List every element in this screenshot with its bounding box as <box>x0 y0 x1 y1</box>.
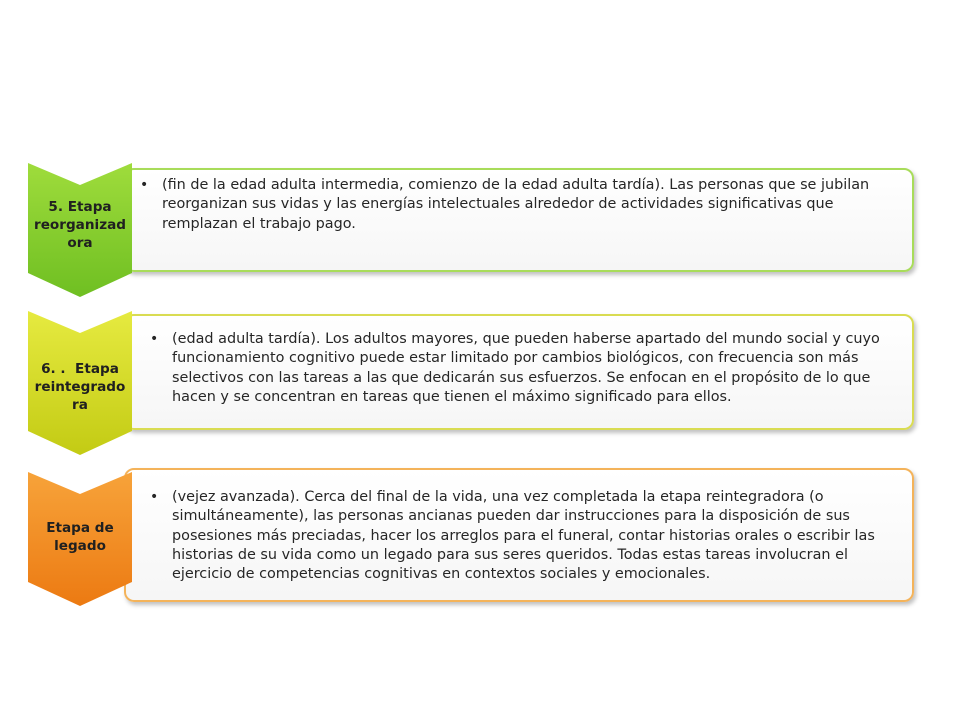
stage-6-description: • (edad adulta tardía). Los adultos mayores, que pueden haberse apartado del mundo social y cuyo funcionamiento cognitivo puede estar limitado por cambios biológicos, con frecuencia son más selectivos con las tareas a las que dedicarán sus esfuerzos. Se enfocan en el propósito de lo que hacen y se concentran en tareas que tienen el máximo significado para ellos. <box>172 330 900 407</box>
legacy-stage-description-box <box>124 468 914 602</box>
stage-5-description-box <box>124 168 914 272</box>
legacy-stage-description: • (vejez avanzada). Cerca del final de la vida, una vez completada la etapa reintegradora (o simultáneamente), las personas ancianas pueden dar instrucciones para la disposición de sus posesiones más preciadas, hacer los arreglos para el funeral, contar historias orales o escribir las historias de su vida como un legado para sus seres queridos. Todas estas tareas involucran el ejercicio de competencias cognitivas en contextos sociales y emocionales. <box>172 488 900 584</box>
stage-5-label: 5. Etapa reorganizad ora <box>33 199 127 251</box>
stage-6-label: 6. . Etapa reintegrado ra <box>34 361 126 413</box>
stage-6-description-box <box>124 314 914 430</box>
stage-5-description: • (fin de la edad adulta intermedia, comienzo de la edad adulta tardía). Las personas que se jubilan reorganizan sus vidas y las energías intelectuales alrededor de actividades significativas que remplazan el trabajo pago. <box>162 176 892 234</box>
legacy-stage-label: Etapa de legado <box>46 520 114 554</box>
